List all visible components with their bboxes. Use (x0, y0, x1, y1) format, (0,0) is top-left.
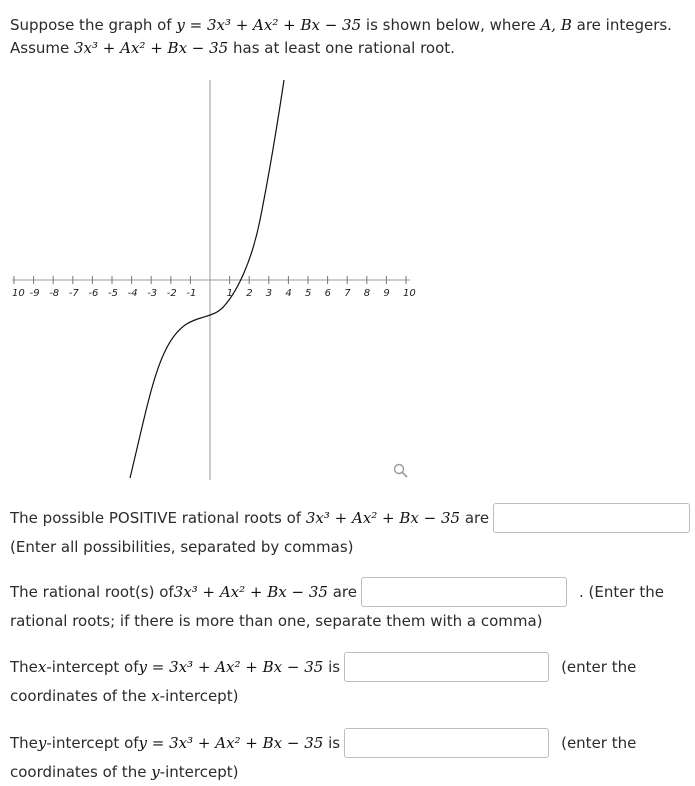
math-equation: y = 3x³ + Ax² + Bx − 35 (138, 734, 324, 752)
rational-roots-input[interactable] (361, 577, 567, 607)
math-equation: y = 3x³ + Ax² + Bx − 35 (138, 658, 324, 676)
x-tick-label: -1 (186, 288, 197, 299)
x-tick-label: 7 (344, 288, 351, 299)
x-tick-label: 1 (226, 288, 233, 299)
x-tick-label: 6 (324, 288, 331, 299)
question-text: are (464, 509, 490, 527)
math-ab: A, B (540, 16, 572, 34)
question-3 (10, 652, 690, 710)
math-x: x (151, 687, 160, 705)
x-tick-label: 10 (12, 288, 25, 299)
hint-text: coordinates of the (10, 763, 152, 781)
math-y: y (151, 763, 160, 781)
question-4-after-text: (enter the (561, 734, 637, 752)
positive-rational-roots-input[interactable] (493, 503, 690, 533)
math-equation: y = 3x³ + Ax² + Bx − 35 (176, 16, 362, 34)
y-intercept-input[interactable] (344, 728, 549, 758)
question-text: -intercept of (46, 734, 139, 752)
question-1-line-1 (10, 503, 690, 533)
x-tick-label: 10 (403, 288, 416, 299)
question-4 (10, 728, 690, 786)
x-tick-label: -2 (166, 288, 177, 299)
x-tick-label: -9 (29, 288, 40, 299)
math-polynomial: 3x³ + Ax² + Bx − 35 (305, 509, 461, 527)
question-2-line-1 (10, 577, 690, 607)
intro-text: Assume (10, 39, 75, 57)
x-axis-tick-labels (12, 288, 416, 299)
question-3-hint (10, 682, 690, 710)
x-tick-label: -8 (49, 288, 60, 299)
intro-text: Suppose the graph of (10, 16, 177, 34)
x-tick-label: -4 (127, 288, 138, 299)
question-2-after-text: . (Enter the (578, 583, 665, 601)
x-tick-label: 8 (363, 288, 371, 299)
question-1 (10, 503, 690, 561)
x-tick-label: -6 (88, 288, 99, 299)
question-text: is (328, 658, 341, 676)
x-tick-label: -3 (147, 288, 158, 299)
question-4-hint (10, 758, 690, 786)
x-tick-label: 5 (305, 288, 312, 299)
question-2-hint: rational roots; if there is more than one, separate them with a comma) (10, 612, 543, 630)
hint-text: -intercept) (159, 763, 239, 781)
math-polynomial: 3x³ + Ax² + Bx − 35 (74, 39, 229, 57)
hint-text: coordinates of the (10, 687, 152, 705)
intro-text: are integers. (571, 16, 672, 34)
magnifier-icon[interactable] (393, 463, 409, 479)
x-tick-label: 2 (246, 288, 253, 299)
question-text: are (332, 583, 357, 601)
x-intercept-input[interactable] (344, 652, 549, 682)
question-3-line-1 (10, 652, 690, 682)
intro-text: is shown below, where (361, 16, 541, 34)
question-text: The rational root(s) of (10, 583, 174, 601)
math-polynomial: 3x³ + Ax² + Bx − 35 (173, 583, 328, 601)
question-text: The possible POSITIVE rational roots of (10, 509, 302, 527)
x-tick-label: 4 (285, 288, 292, 299)
math-x: x (37, 658, 47, 676)
question-text: The (10, 734, 38, 752)
question-text: -intercept of (46, 658, 139, 676)
x-tick-label: -5 (108, 288, 118, 299)
question-1-hint: (Enter all possibilities, separated by commas) (10, 538, 354, 556)
question-text: The (10, 658, 38, 676)
math-y: y (37, 734, 47, 752)
intro-text: has at least one rational root. (228, 39, 455, 57)
cubic-curve (127, 80, 284, 478)
hint-text: -intercept) (159, 687, 239, 705)
question-3-after-text: (enter the (561, 658, 637, 676)
question-4-line-1 (10, 728, 690, 758)
x-tick-label: -7 (68, 288, 79, 299)
x-tick-label: 9 (383, 288, 390, 299)
question-2 (10, 577, 690, 635)
question-text: is (328, 734, 341, 752)
x-tick-label: 3 (265, 288, 273, 299)
